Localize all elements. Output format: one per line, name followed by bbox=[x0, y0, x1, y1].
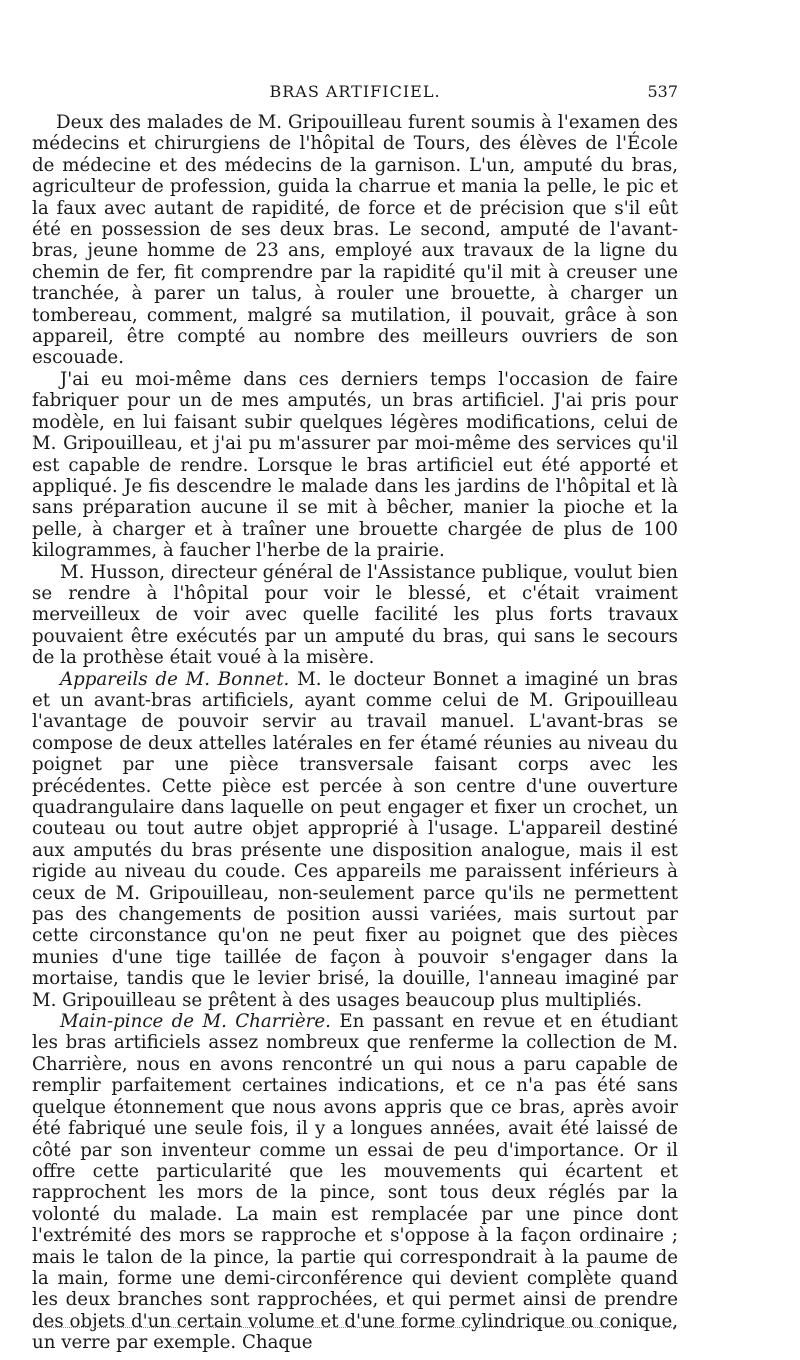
section-title-charriere: Main-pince de M. Charrière. bbox=[60, 1011, 331, 1033]
body-text bbox=[32, 112, 678, 1354]
page-number: 537 bbox=[647, 82, 678, 101]
paragraph-text: J'ai eu moi-même dans ces derniers temps l'occasion de faire fabriquer pour un de mes amputés, un bras artificiel. J'ai pris pour modèle, en lui faisant subir quelques légères modifications, celui de M. Gripouilleau, et j'ai pu m'assurer par moi-même des services qu'il est capable de rendre. Lorsque le bras artificiel eut été apporté et appliqué. Je fis descendre le malade dans les jardins de l'hôpital et là sans préparation aucune il se mit à bêcher, manier la pioche et la pelle, à charger et à traîner une brouette chargée de plus de 100 kilogrammes, à faucher l'herbe de la prairie. bbox=[32, 368, 678, 562]
section-title-bonnet: Appareils de M. Bonnet. bbox=[60, 668, 290, 690]
paragraph-text: M. Husson, directeur général de l'Assistance publique, voulut bien se rendre à l'hôpital pour voir le blessé, et c'était vraiment merveilleux de voir avec quelle facilité les plus forts travaux pouvaient être exécutés par un amputé du bras, qui sans le secours de la prothèse était voué à la misère. bbox=[32, 561, 678, 669]
paragraph-bonnet bbox=[32, 669, 678, 1012]
paragraph-1 bbox=[32, 112, 678, 369]
footer-dotted-rule bbox=[34, 1327, 674, 1328]
paragraph-text: Deux des malades de M. Gripouilleau furent soumis à l'examen des médecins et chirurgiens de l'hôpital de Tours, des élèves de l'École de médecine et des médecins de la garnison. L'un, amputé du bras, agriculteur de profession, guida la charrue et mania la pelle, le pic et la faux avec autant de rapidité, de force et de précision que s'il eût été en possession de ses deux bras. Le second, amputé de l'avant-bras, jeune homme de 23 ans, employé aux travaux de la ligne du chemin de fer, fit comprendre par la rapidité qu'il mit à creuser une tranchée, à parer un talus, à rouler une brouette, à charger un tombereau, comment, malgré sa mutilation, il pouvait, grâce à son appareil, être compté au nombre des meilleurs ouvriers de son escouade. bbox=[32, 112, 678, 369]
paragraph-charriere bbox=[32, 1011, 678, 1354]
paragraph-text: En passant en revue et en étudiant les bras artificiels assez nombreux que renferme la collection de M. Charrière, nous en avons rencontré un qui nous a paru capable de remplir parfaitement certaines indications, et ce n'a pas été sans quelque étonnement que nous avons appris que ce bras, après avoir été fabriqué une seule fois, il y a longues années, avait été laissé de côté par son inventeur comme un essai de peu d'importance. Or il offre cette particularité que les mouvements qui écartent et rapprochent les mors de la pince, sont tous deux réglés par la volonté du malade. La main est remplacée par une pince dont l'extrémité des mors se rapproche et s'oppose à la façon ordinaire ; mais le talon de la pince, la partie qui correspondrait à la paume de la main, forme une demi-circonférence qui devient complète quand les deux branches sont rapprochées, et qui permet ainsi de prendre des objets d'un certain volume et d'une forme cylindrique ou conique, un verre par exemple. Chaque bbox=[32, 1011, 678, 1354]
paragraph-3 bbox=[32, 562, 678, 669]
paragraph-2 bbox=[32, 369, 678, 562]
paragraph-text: M. le docteur Bonnet a imaginé un bras et un avant-bras artificiels, ayant comme celui de M. Gripouilleau l'avantage de pouvoir servir au travail manuel. L'avant-bras se compose de deux attelles latérales en fer étamé réunies au niveau du poignet par une pièce transversale faisant corps avec les précédentes. Cette pièce est percée à son centre d'une ouverture quadrangulaire dans laquelle on peut engager et fixer un crochet, un couteau ou tout autre objet approprié à l'usage. L'appareil destiné aux amputés du bras présente une disposition analogue, mais il est rigide au niveau du coude. Ces appareils me paraissent inférieurs à ceux de M. Gripouilleau, non-seulement parce qu'ils ne permettent pas des changements de position aussi variées, mais surtout par cette circonstance qu'on ne peut fixer au poignet que des pièces munies d'une tige taillée de façon à pouvoir s'engager dans la mortaise, tandis que le levier brisé, la douille, l'anneau imaginé par M. Gripouilleau se prêtent à des usages beaucoup plus multipliés. bbox=[32, 668, 678, 1011]
running-title: BRAS ARTIFICIEL. bbox=[269, 82, 441, 101]
page-header bbox=[32, 82, 678, 106]
